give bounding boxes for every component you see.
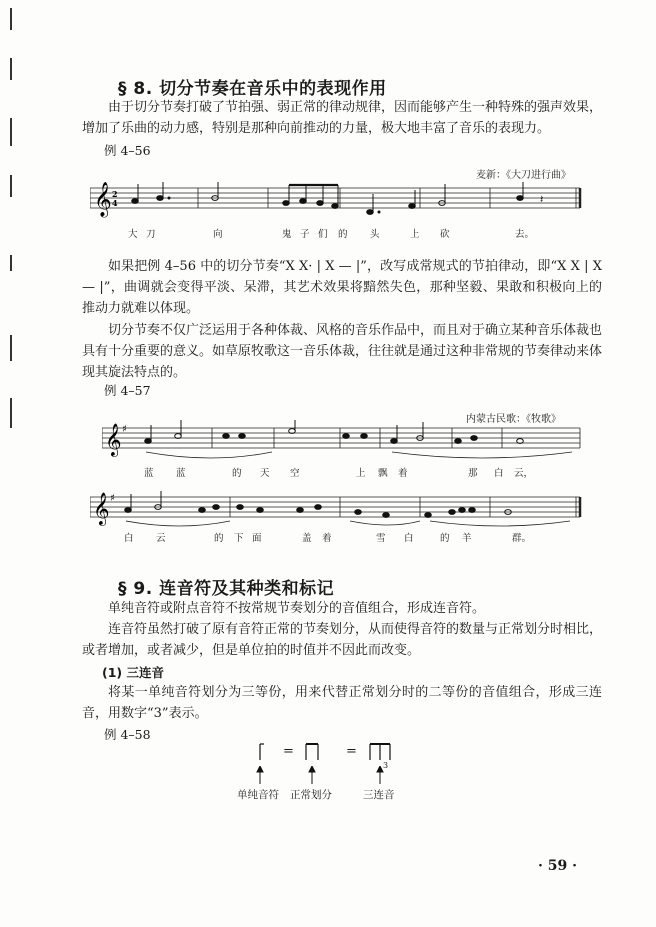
svg-text:𝄞: 𝄞	[105, 423, 122, 456]
lyric: 的	[338, 229, 348, 240]
lyric: 的	[440, 533, 450, 544]
margin-mark	[10, 175, 12, 197]
lyric: 白	[404, 533, 414, 544]
equals-sign: =	[283, 744, 294, 759]
lyric: 下	[234, 533, 244, 544]
section-8-paragraph-1: 由于切分节奏打破了节拍强、弱正常的律动规律，因而能够产生一种特殊的强声效果，增加了乐曲的动力感，特别是那种向前推动的力量，极大地丰富了音乐的表现力。	[82, 100, 603, 136]
example-4-56-label: 例 4–56	[104, 143, 151, 158]
lyric: 飘	[378, 468, 388, 479]
lyric: 群。	[512, 533, 532, 544]
triplet-rhythm-figure	[248, 738, 418, 766]
section-9-paragraph-1: 单纯音符或附点音符不按常规节奏划分的音值组合，形成连音符。	[108, 601, 486, 616]
lyric: 天	[260, 468, 270, 479]
lyric: 白	[494, 468, 504, 479]
triplet-subheading: (1) 三连音	[102, 665, 164, 680]
example-4-56-source: 麦新：《大刀进行曲》	[476, 170, 571, 181]
svg-text:𝄞: 𝄞	[94, 182, 112, 217]
lyric: 那	[468, 468, 478, 479]
staff-example-4-57-line-1	[102, 420, 582, 466]
lyric: 蓝	[144, 468, 154, 479]
lyric: 空	[290, 468, 300, 479]
section-9-heading: § 9. 连音符及其种类和标记	[118, 579, 335, 599]
lyric: 上	[356, 468, 366, 479]
lyric: 大	[128, 229, 138, 240]
lyric: 着	[322, 533, 332, 544]
margin-mark	[10, 335, 12, 361]
normal-division-label: 正常划分	[290, 789, 332, 801]
lyric: 砍	[440, 229, 450, 240]
margin-mark	[10, 398, 12, 428]
section-9-paragraph-3: 将某一单纯音符划分为三等份，用来代替正常划分时的二等份的音值组合，形成三连音，用数字“3”表示。	[82, 685, 602, 721]
svg-text:2: 2	[112, 189, 118, 199]
svg-text:♯: ♯	[110, 493, 115, 504]
lyric: 盖	[302, 533, 312, 544]
staff-example-4-57-line-2	[90, 489, 582, 531]
equals-sign: =	[346, 744, 357, 759]
lyric: 刀	[146, 229, 156, 240]
section-9-paragraph-2: 连音符虽然打破了原有音符正常的节奏划分，从而使得音符的数量与正常划分时相比，或者增加，或者减少，但是单位拍的时值并不因此而改变。	[82, 622, 603, 658]
lyric: 着	[398, 468, 408, 479]
staff-example-4-56	[90, 176, 582, 224]
triplet-label: 三连音	[363, 789, 395, 801]
lyric: 白	[124, 533, 134, 544]
simple-note-label: 单纯音符	[237, 789, 279, 801]
lyric: 头	[370, 229, 380, 240]
section-8-heading: § 8. 切分节奏在音乐中的表现作用	[118, 79, 387, 99]
lyric: 蓝	[176, 468, 186, 479]
margin-mark	[10, 118, 12, 146]
svg-text:𝄞: 𝄞	[93, 492, 110, 525]
triplet-number: 3	[383, 761, 389, 770]
lyric: 云	[156, 533, 166, 544]
margin-mark	[10, 58, 12, 80]
lyric: 雪	[376, 533, 386, 544]
margin-mark	[10, 8, 12, 30]
example-4-57-label: 例 4–57	[104, 383, 151, 398]
example-4-58-label: 例 4–58	[104, 727, 151, 742]
lyric: 们	[318, 229, 328, 240]
section-8-paragraph-3: 切分节奏不仅广泛运用于各种体裁、风格的音乐作品中，而且对于确立某种音乐体裁也具有十分重要的意义。如草原牧歌这一音乐体裁，往往就是通过这种非常规的节奏律动来体现其旋法特点的。	[82, 323, 603, 380]
lyric: 鬼	[282, 229, 292, 240]
lyric: 去。	[515, 229, 535, 240]
lyric: 羊	[462, 533, 472, 544]
page-number: · 59 ·	[538, 858, 577, 874]
lyric: 子	[300, 229, 310, 240]
example-4-57-source: 内蒙古民歌：《牧歌》	[466, 414, 561, 425]
svg-text:𝄽: 𝄽	[540, 193, 544, 206]
lyric: 面	[252, 533, 262, 544]
lyric: 云，	[514, 468, 534, 479]
margin-mark	[10, 255, 12, 271]
section-8-paragraph-2: 如果把例 4–56 中的切分节奏“X X· | X — |”，改写成常规式的节拍律动，即“X X | X — |”，曲调就会变得平淡、呆滞，其艺术效果将黯然失色，那种坚毅、果敢和积极向上的推动力就难以体现。	[82, 259, 602, 316]
lyric: 的	[232, 468, 242, 479]
lyric: 上	[410, 229, 420, 240]
lyric: 向	[213, 229, 223, 240]
svg-text:4: 4	[112, 198, 118, 208]
svg-text:♯: ♯	[122, 424, 127, 435]
lyric: 的	[214, 533, 224, 544]
arrows	[248, 766, 418, 786]
